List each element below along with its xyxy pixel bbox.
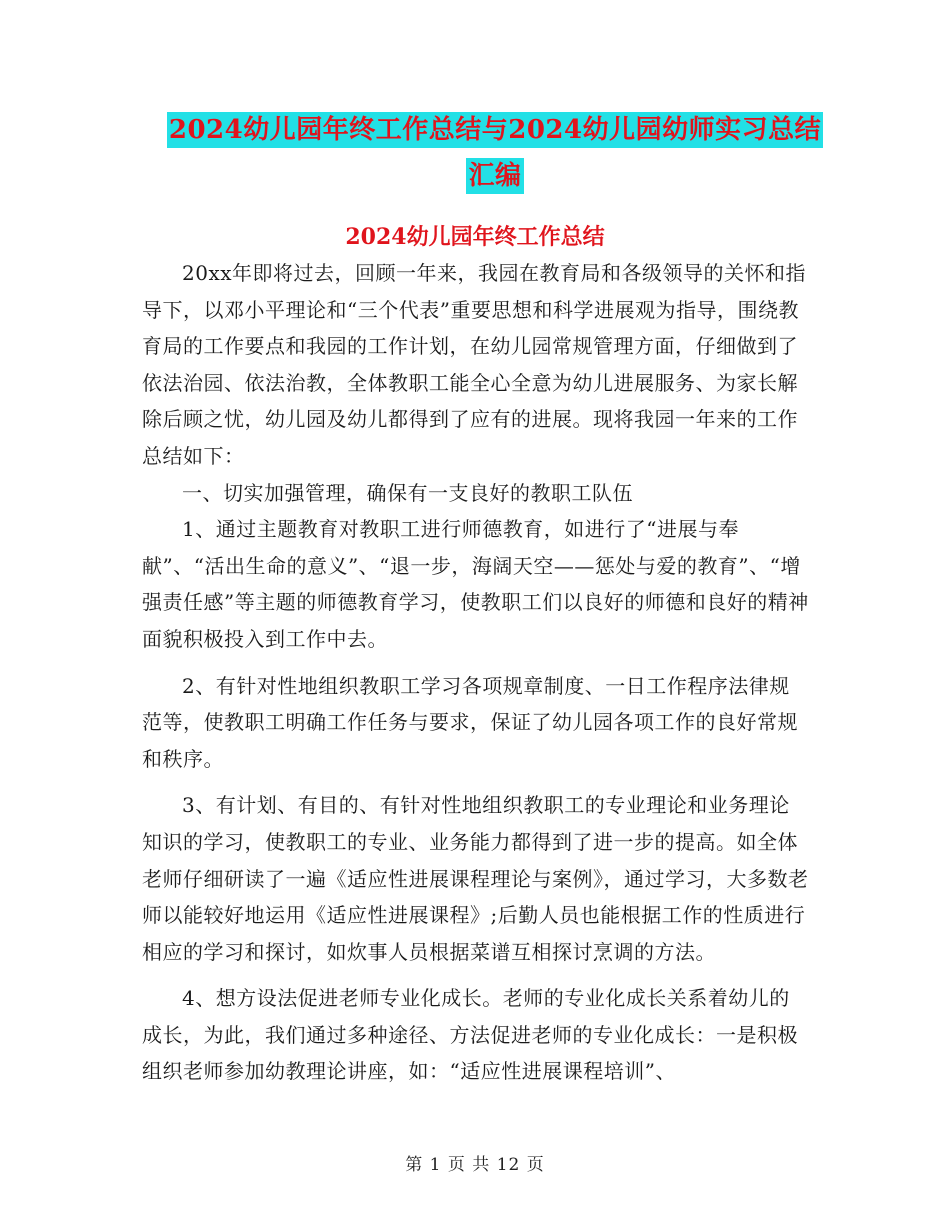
document-title	[140, 112, 850, 194]
paragraph-section-one: 一、切实加强管理，确保有一支良好的教职工队伍	[182, 480, 633, 505]
paragraph-item-2: 2、有针对性地组织教职工学习各项规章制度、一日工作程序法律规范等，使教职工明确工作任务与要求，保证了幼儿园各项工作的良好常规和秩序。	[142, 673, 798, 771]
document-title-line-1: 2024幼儿园年终工作总结与2024幼儿园幼师实习总结	[167, 112, 823, 148]
paragraph-item-3: 3、有计划、有目的、有针对性地组织教职工的专业理论和业务理论知识的学习，使教职工的专业、业务能力都得到了进一步的提高。如全体老师仔细研读了一遍《适应性进展课程理论与案例》，通过学习，大多数老师以能较好地运用《适应性进展课程》;后勤人员也能根据工作的性质进行相应的学习和探讨，如炊事人员根据菜谱互相探讨烹调的方法。	[142, 793, 809, 964]
paragraph-item-4: 4、想方设法促进老师专业化成长。老师的专业化成长关系着幼儿的成长，为此，我们通过多种途径、方法促进老师的专业化成长：一是积极组织老师参加幼教理论讲座，如：“适应性进展课程培训”、	[142, 986, 798, 1084]
page-number-footer: 第 1 页 共 12 页	[405, 1155, 545, 1175]
section-heading: 2024幼儿园年终工作总结	[345, 224, 605, 250]
paragraph-item-1: 1、通过主题教育对教职工进行师德教育，如进行了“进展与奉献”、“活出生命的意义”、“退一步，海阔天空——惩处与爱的教育”、“增强责任感”等主题的师德教育学习，使教职工们以良好的师德和良好的精神面貌积极投入到工作中去。	[142, 517, 809, 651]
document-title-line-2: 汇编	[466, 158, 523, 194]
paragraph-intro: 20xx年即将过去，回顾一年来，我园在教育局和各级领导的关怀和指导下，以邓小平理论和“三个代表”重要思想和科学进展观为指导，围绕教育局的工作要点和我园的工作计划，在幼儿园常规管理方面，仔细做到了依法治园、依法治教，全体教职工能全心全意为幼儿进展服务、为家长解除后顾之忧，幼儿园及幼儿都得到了应有的进展。现将我园一年来的工作总结如下：	[142, 261, 807, 468]
document-body	[142, 255, 810, 1090]
